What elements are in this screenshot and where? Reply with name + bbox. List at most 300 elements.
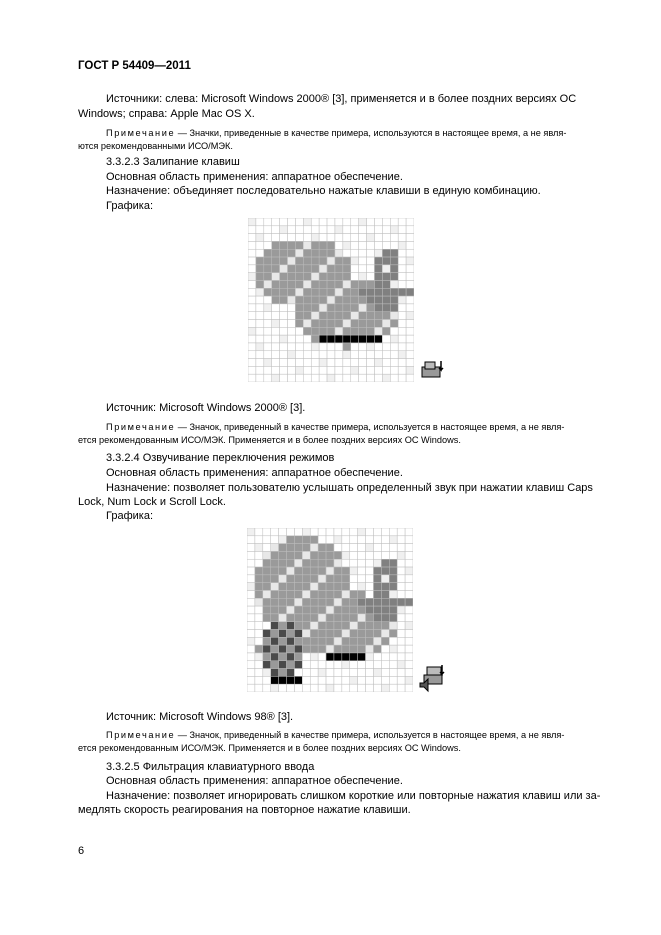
pixel-cell (302, 622, 310, 630)
pixel-cell (319, 312, 327, 320)
pixel-cell (303, 288, 311, 296)
pixel-cell (405, 684, 413, 692)
pixel-cell (288, 374, 296, 382)
pixel-cell (303, 335, 311, 343)
pixel-cell (272, 226, 280, 234)
pixel-cell (381, 637, 389, 645)
pixel-cell (272, 257, 280, 265)
pixel-cell (279, 559, 287, 567)
pixel-cell (350, 622, 358, 630)
pixel-cell (272, 312, 280, 320)
pixel-cell (255, 661, 263, 669)
pixel-cell (342, 567, 350, 575)
pixel-cell (405, 575, 413, 583)
pixel-cell (302, 684, 310, 692)
pixel-cell (318, 567, 326, 575)
pixel-cell (382, 241, 390, 249)
pixel-cell (367, 226, 375, 234)
pixel-cell (280, 304, 288, 312)
pixel-cell (397, 653, 405, 661)
pixel-cell (342, 528, 350, 536)
pixel-cell (287, 559, 295, 567)
pixel-cell (398, 265, 406, 273)
pixel-cell (280, 320, 288, 328)
pixel-cell (398, 327, 406, 335)
pixel-cell (390, 257, 398, 265)
pixel-cell (335, 374, 343, 382)
pixel-cell (287, 645, 295, 653)
pixel-cell (405, 676, 413, 684)
pixel-cell (311, 366, 319, 374)
pixel-cell (264, 351, 272, 359)
pixel-cell (326, 536, 334, 544)
pixel-cell (350, 676, 358, 684)
pixel-cell (397, 559, 405, 567)
pixel-cell (389, 684, 397, 692)
pixel-cell (327, 327, 335, 335)
note-3323-line-1 (106, 421, 564, 434)
pixel-cell (326, 669, 334, 677)
pixel-cell (287, 653, 295, 661)
pixel-cell (319, 320, 327, 328)
pixel-cell (280, 327, 288, 335)
pixel-cell (302, 676, 310, 684)
pixel-cell (381, 622, 389, 630)
pixel-cell (358, 567, 366, 575)
pixel-cell (271, 669, 279, 677)
pixel-cell (264, 320, 272, 328)
pixel-cell (350, 559, 358, 567)
pixel-cell (279, 598, 287, 606)
pixel-cell (398, 257, 406, 265)
pixel-cell (350, 614, 358, 622)
pixel-cell (366, 684, 374, 692)
pixel-cell (255, 536, 263, 544)
pixel-cell (264, 366, 272, 374)
pixel-cell (358, 614, 366, 622)
pixel-cell (288, 335, 296, 343)
pixel-cell (318, 551, 326, 559)
pixel-cell (303, 374, 311, 382)
pixel-cell (294, 544, 302, 552)
pixel-cell (374, 359, 382, 367)
pixel-cell (271, 676, 279, 684)
pixel-cell (373, 622, 381, 630)
pixel-cell (350, 567, 358, 575)
pixel-cell (263, 559, 271, 567)
pixel-cell (271, 551, 279, 559)
pixel-cell (335, 257, 343, 265)
pixel-cell (288, 359, 296, 367)
pixel-cell (279, 567, 287, 575)
pixel-cell (374, 234, 382, 242)
pixel-cell (381, 676, 389, 684)
pixel-cell (351, 234, 359, 242)
pixel-cell (256, 280, 264, 288)
pixel-cell (272, 366, 280, 374)
pixel-cell (335, 273, 343, 281)
pixel-cell (248, 241, 256, 249)
graphics-label-3323: Графика: (106, 200, 153, 212)
pixel-cell (343, 288, 351, 296)
pixel-cell (295, 351, 303, 359)
pixel-cell (310, 614, 318, 622)
pixel-cell (311, 351, 319, 359)
pixel-cell (398, 280, 406, 288)
pixel-cell (280, 265, 288, 273)
pixel-cell (311, 327, 319, 335)
pixel-cell (374, 249, 382, 257)
pixel-cell (389, 645, 397, 653)
pixel-cell (358, 630, 366, 638)
pixel-cell (287, 606, 295, 614)
pixel-cell (279, 645, 287, 653)
pixel-cell (288, 296, 296, 304)
pixel-cell (279, 536, 287, 544)
pixel-cell (310, 661, 318, 669)
pixel-cell (326, 684, 334, 692)
pixel-cell (319, 366, 327, 374)
pixel-cell (335, 304, 343, 312)
pixel-cell (319, 296, 327, 304)
pixel-cell (359, 335, 367, 343)
pixel-cell (303, 359, 311, 367)
pixel-cell (326, 590, 334, 598)
pixel-cell (397, 567, 405, 575)
pixel-cell (335, 280, 343, 288)
pixel-cell (359, 320, 367, 328)
pixel-cell (248, 288, 256, 296)
pixel-cell (263, 630, 271, 638)
pixel-cell (367, 234, 375, 242)
pixel-cell (382, 335, 390, 343)
pixel-cell (374, 351, 382, 359)
section-heading-3325: 3.3.2.5 Фильтрация клавиатурного ввода (106, 761, 315, 773)
pixel-cell (279, 630, 287, 638)
pixel-cell (389, 528, 397, 536)
pixel-cell (247, 645, 255, 653)
pixel-cell (326, 606, 334, 614)
pixel-cell (398, 312, 406, 320)
pixel-cell (367, 343, 375, 351)
pixel-cell (342, 583, 350, 591)
pixel-cell (272, 296, 280, 304)
pixel-cell (334, 544, 342, 552)
pixel-cell (366, 676, 374, 684)
pixel-cell (264, 335, 272, 343)
pixel-cell (381, 575, 389, 583)
pixel-cell (294, 669, 302, 677)
pixel-cell (405, 645, 413, 653)
pixel-cell (358, 645, 366, 653)
pixel-cell (263, 614, 271, 622)
pixel-cell (342, 684, 350, 692)
pixel-cell (303, 304, 311, 312)
pixel-cell (288, 280, 296, 288)
pixel-cell (256, 296, 264, 304)
pixel-cell (247, 676, 255, 684)
pixel-cell (327, 288, 335, 296)
pixel-cell (397, 669, 405, 677)
pixel-cell (406, 226, 414, 234)
pixel-cell (397, 528, 405, 536)
pixel-cell (366, 598, 374, 606)
pixel-cell (294, 575, 302, 583)
note-1-line-2: ются рекомендованными ИСО/МЭК. (78, 141, 233, 151)
pixel-cell (366, 536, 374, 544)
pixel-cell (280, 234, 288, 242)
pixel-cell (318, 622, 326, 630)
pixel-cell (318, 669, 326, 677)
pixel-cell (271, 630, 279, 638)
pixel-cell (310, 544, 318, 552)
pixel-cell (248, 218, 256, 226)
pixel-cell (366, 637, 374, 645)
pixel-cell (303, 296, 311, 304)
pixel-cell (351, 218, 359, 226)
pixel-cell (367, 249, 375, 257)
pixel-cell (319, 218, 327, 226)
pixel-cell (319, 359, 327, 367)
pixel-cell (318, 645, 326, 653)
pixel-cell (288, 304, 296, 312)
pixel-cell (255, 676, 263, 684)
pixel-cell (264, 312, 272, 320)
pixel-cell (247, 590, 255, 598)
pixel-cell (303, 327, 311, 335)
pixel-cell (382, 288, 390, 296)
pixel-cell (351, 249, 359, 257)
pixel-cell (334, 661, 342, 669)
pixel-cell (350, 637, 358, 645)
pixel-cell (295, 320, 303, 328)
pixel-cell (288, 351, 296, 359)
pixel-cell (397, 645, 405, 653)
pixel-cell (287, 598, 295, 606)
pixel-cell (280, 343, 288, 351)
pixel-cell (311, 304, 319, 312)
pixel-cell (287, 590, 295, 598)
pixel-cell (287, 622, 295, 630)
pixel-cell (255, 630, 263, 638)
pixel-cell (326, 622, 334, 630)
pixel-cell (271, 575, 279, 583)
pixel-cell (405, 583, 413, 591)
pixel-cell (398, 359, 406, 367)
pixel-cell (311, 265, 319, 273)
pixel-cell (335, 226, 343, 234)
pixel-cell (405, 622, 413, 630)
pixel-cell (390, 273, 398, 281)
section-heading-3323: 3.3.2.3 Залипание клавиш (106, 156, 240, 168)
pixel-cell (287, 661, 295, 669)
pixel-cell (389, 622, 397, 630)
pixel-cell (335, 265, 343, 273)
pixel-cell (374, 265, 382, 273)
pixel-cell (288, 226, 296, 234)
pixel-cell (319, 374, 327, 382)
pixel-cell (382, 249, 390, 257)
pixel-cell (247, 614, 255, 622)
pixel-cell (406, 234, 414, 242)
pixel-cell (264, 288, 272, 296)
pixel-cell (389, 536, 397, 544)
pixel-cell (367, 257, 375, 265)
pixel-cell (279, 622, 287, 630)
pixel-cell (406, 280, 414, 288)
pixel-cell (256, 234, 264, 242)
pixel-cell (397, 614, 405, 622)
pixel-cell (263, 606, 271, 614)
pixel-cell (302, 528, 310, 536)
pixel-cell (326, 676, 334, 684)
pixel-cell (248, 343, 256, 351)
pixel-cell (359, 374, 367, 382)
pixel-cell (327, 273, 335, 281)
pixel-cell (264, 218, 272, 226)
pixel-cell (288, 257, 296, 265)
pixel-cell (272, 234, 280, 242)
pixel-cell (279, 661, 287, 669)
pixel-cell (310, 559, 318, 567)
source-3324: Источник: Microsoft Windows 98® [3]. (106, 711, 294, 723)
pixel-cell (366, 583, 374, 591)
pixel-cell (390, 359, 398, 367)
pixel-cell (255, 637, 263, 645)
pixel-cell (374, 257, 382, 265)
pixel-cell (255, 645, 263, 653)
pixel-cell (350, 684, 358, 692)
pixel-cell (294, 551, 302, 559)
pixel-cell (310, 684, 318, 692)
pixel-cell (302, 536, 310, 544)
pixel-cell (303, 241, 311, 249)
pixel-cell (351, 288, 359, 296)
pixel-cell (381, 567, 389, 575)
pixel-cell (318, 575, 326, 583)
pixel-cell (342, 551, 350, 559)
pixel-cell (288, 343, 296, 351)
speaker-keyboard-icon (418, 663, 446, 693)
pixel-cell (279, 669, 287, 677)
pixel-cell (302, 653, 310, 661)
pixel-cell (294, 676, 302, 684)
pixel-cell (334, 606, 342, 614)
pixel-cell (359, 366, 367, 374)
pixel-cell (264, 296, 272, 304)
pixel-cell (373, 630, 381, 638)
pixel-cell (264, 343, 272, 351)
pixel-cell (335, 335, 343, 343)
pixel-cell (367, 280, 375, 288)
pixel-cell (342, 676, 350, 684)
purpose-3325-line-2: медлять скорость реагирования на повторное нажатие клавиши. (78, 804, 411, 816)
pixel-cell (366, 645, 374, 653)
pixel-cell (311, 343, 319, 351)
pixel-cell (373, 598, 381, 606)
pixel-cell (397, 590, 405, 598)
pixel-cell (373, 536, 381, 544)
pixel-cell (397, 684, 405, 692)
pixel-cell (310, 536, 318, 544)
pixel-cell (272, 265, 280, 273)
pixel-cell (389, 669, 397, 677)
pixel-cell (310, 575, 318, 583)
pixel-cell (358, 637, 366, 645)
pixel-cell (381, 598, 389, 606)
pixel-cell (405, 598, 413, 606)
pixel-cell (406, 312, 414, 320)
pixel-cell (382, 273, 390, 281)
pixel-cell (263, 669, 271, 677)
pixel-cell (342, 630, 350, 638)
pixel-cell (343, 241, 351, 249)
pixel-cell (288, 265, 296, 273)
pixel-cell (303, 218, 311, 226)
pixel-cell (280, 257, 288, 265)
pixel-cell (327, 335, 335, 343)
pixel-cell (318, 559, 326, 567)
pixel-cell (302, 661, 310, 669)
pixel-cell (366, 622, 374, 630)
pixel-cell (366, 544, 374, 552)
pixel-cell (311, 374, 319, 382)
pixel-cell (398, 335, 406, 343)
pixel-cell (334, 653, 342, 661)
pixel-cell (295, 288, 303, 296)
pixel-cell (271, 684, 279, 692)
pixel-cell (389, 630, 397, 638)
pixel-cell (247, 544, 255, 552)
pixel-cell (271, 598, 279, 606)
pixel-cell (302, 590, 310, 598)
pixel-cell (294, 684, 302, 692)
pixel-cell (358, 661, 366, 669)
pixel-cell (279, 637, 287, 645)
pixel-cell (366, 669, 374, 677)
pixel-cell (334, 575, 342, 583)
pixel-cell (255, 583, 263, 591)
pixel-cell (319, 226, 327, 234)
pixel-cell (374, 296, 382, 304)
pixel-cell (280, 351, 288, 359)
pixel-cell (271, 590, 279, 598)
pixel-cell (248, 327, 256, 335)
pixel-cell (390, 241, 398, 249)
pixel-cell (334, 622, 342, 630)
pixel-cell (264, 280, 272, 288)
pixel-cell (351, 374, 359, 382)
pixel-cell (350, 551, 358, 559)
pixel-cell (319, 257, 327, 265)
pixel-cell (367, 359, 375, 367)
pixel-cell (398, 296, 406, 304)
pixel-cell (389, 590, 397, 598)
pixel-cell (382, 343, 390, 351)
pixel-cell (359, 249, 367, 257)
pixel-cell (366, 661, 374, 669)
pixel-cell (311, 312, 319, 320)
pixel-cell (318, 606, 326, 614)
pixel-cell (381, 606, 389, 614)
pixel-cell (255, 614, 263, 622)
pixel-cell (271, 653, 279, 661)
pixel-cell (327, 304, 335, 312)
pixel-cell (287, 544, 295, 552)
pixel-cell (381, 645, 389, 653)
pixel-cell (303, 265, 311, 273)
pixel-cell (287, 575, 295, 583)
